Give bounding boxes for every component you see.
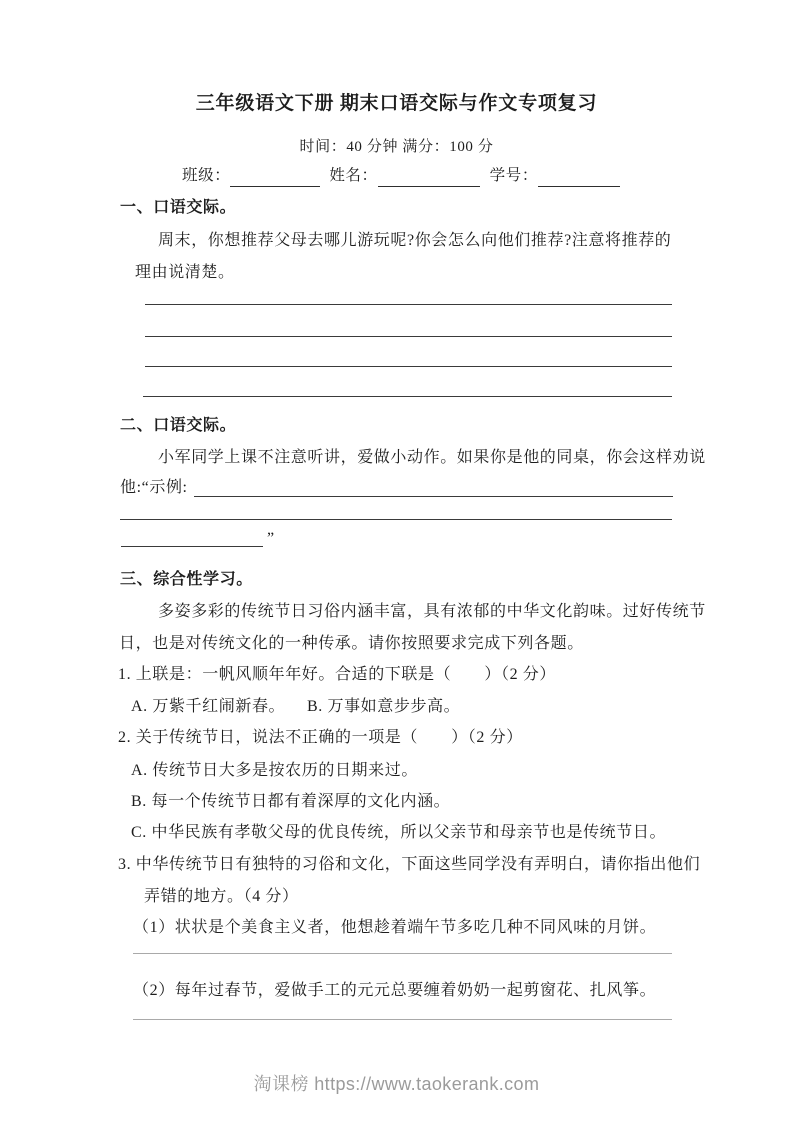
question-2-option-a: A. 传统节日大多是按农历的日期来过。 (131, 762, 418, 779)
answer-line (145, 304, 672, 305)
question-3-line1: 3. 中华传统节日有独特的习俗和文化，下面这些同学没有弄明白，请你指出他们 (118, 856, 701, 873)
student-id-blank-line (538, 169, 620, 187)
section1-prompt-line2: 理由说清楚。 (135, 264, 235, 281)
class-label: 班级： (182, 167, 231, 184)
exam-meta: 时间：40 分钟 满分：100 分 (299, 139, 494, 155)
student-id-label: 学号： (489, 167, 538, 184)
question-3-line2: 弄错的地方。（4 分） (144, 888, 299, 905)
class-blank-line (230, 169, 320, 187)
section3-heading: 三、综合性学习。 (120, 571, 253, 588)
fields-row (182, 165, 620, 187)
answer-line (120, 519, 672, 520)
section3-intro-line2: 日，也是对传统文化的一种传承。请你按照要求完成下列各题。 (119, 635, 584, 652)
section1-heading: 一、口语交际。 (120, 199, 237, 216)
section2-example-row (120, 477, 673, 499)
question-2-option-b: B. 每一个传统节日都有着深厚的文化内涵。 (131, 793, 451, 810)
question-2-option-c: C. 中华民族有孝敬父母的优良传统，所以父亲节和母亲节也是传统节日。 (131, 824, 667, 841)
answer-line (145, 336, 672, 337)
section3-intro-line1: 多姿多彩的传统节日习俗内涵丰富，具有浓郁的中华文化韵味。过好传统节 (158, 603, 706, 620)
question-1: 1. 上联是：一帆风顺年年好。合适的下联是（ ）（2 分） (118, 666, 557, 683)
closing-quote: ” (267, 530, 275, 547)
question-1-option-a: A. 万紫千红闹新春。 (131, 698, 286, 715)
name-label: 姓名： (329, 167, 378, 184)
answer-line (133, 1019, 672, 1020)
section2-example-prefix: 他:“示例: (120, 479, 188, 496)
section2-prompt-line1: 小军同学上课不注意听讲，爱做小动作。如果你是他的同桌，你会这样劝说 (158, 449, 706, 466)
example-fill-line (194, 496, 673, 497)
question-1-option-b: B. 万事如意步步高。 (307, 698, 461, 715)
section2-heading: 二、口语交际。 (120, 417, 237, 434)
subquestion-2: （2）每年过春节，爱做手工的元元总要缠着奶奶一起剪窗花、扎风筝。 (133, 982, 657, 999)
answer-line-short (121, 546, 263, 547)
question-2: 2. 关于传统节日，说法不正确的一项是（ ）（2 分） (118, 729, 523, 746)
section1-prompt-line1: 周末，你想推荐父母去哪儿游玩呢?你会怎么向他们推荐?注意将推荐的 (158, 232, 672, 249)
doc-title: 三年级语文下册 期末口语交际与作文专项复习 (195, 93, 598, 114)
footer-watermark: 淘课榜 https://www.taokerank.com (253, 1074, 540, 1094)
answer-line (145, 366, 672, 367)
subquestion-1: （1）状状是个美食主义者，他想趁着端午节多吃几种不同风味的月饼。 (133, 919, 657, 936)
answer-line (133, 953, 672, 954)
name-blank-line (378, 169, 480, 187)
answer-line (143, 396, 672, 397)
